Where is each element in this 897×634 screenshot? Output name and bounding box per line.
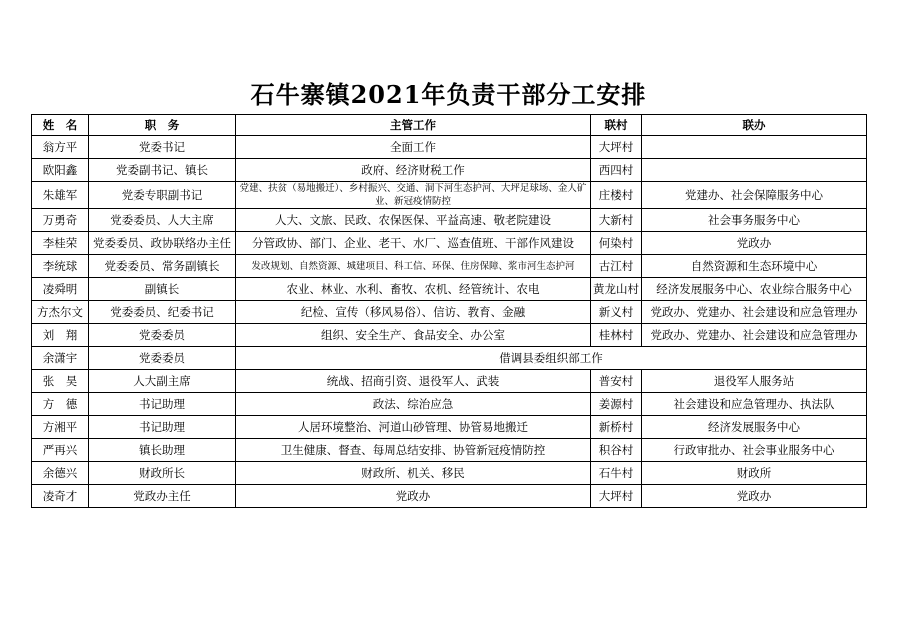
- cell-village: 姜源村: [591, 393, 642, 416]
- cell-name: 方杰尔文: [32, 301, 89, 324]
- cell-duties: 卫生健康、督查、每周总结安排、协管新冠疫情防控: [236, 439, 591, 462]
- cell-office: 党政办: [642, 232, 867, 255]
- cell-position: 党委委员、人大主席: [89, 209, 236, 232]
- cell-office: 财政所: [642, 462, 867, 485]
- cell-village: 庄楼村: [591, 182, 642, 209]
- table-row: [32, 462, 867, 485]
- cell-name: 李统球: [32, 255, 89, 278]
- cell-position: 党委委员: [89, 347, 236, 370]
- cell-office: 社会事务服务中心: [642, 209, 867, 232]
- cell-position: 副镇长: [89, 278, 236, 301]
- cell-office: [642, 159, 867, 182]
- cell-office: 自然资源和生态环境中心: [642, 255, 867, 278]
- table-row: [32, 278, 867, 301]
- cell-duties: 党政办: [236, 485, 591, 508]
- table-row: [32, 209, 867, 232]
- table-row: [32, 485, 867, 508]
- cell-village: 黄龙山村: [591, 278, 642, 301]
- cell-village: 何染村: [591, 232, 642, 255]
- header-office: 联办: [642, 115, 867, 136]
- cell-name: 方 德: [32, 393, 89, 416]
- cell-office: 经济发展服务中心、农业综合服务中心: [642, 278, 867, 301]
- cell-position: 党委委员、纪委书记: [89, 301, 236, 324]
- duty-table: [31, 114, 867, 508]
- table-row: [32, 159, 867, 182]
- cell-duties: 人大、文旅、民政、农保医保、平益高速、敬老院建设: [236, 209, 591, 232]
- cell-position: 党委副书记、镇长: [89, 159, 236, 182]
- cell-name: 方湘平: [32, 416, 89, 439]
- cell-name: 翁方平: [32, 136, 89, 159]
- cell-name: 朱雄军: [32, 182, 89, 209]
- cell-position: 财政所长: [89, 462, 236, 485]
- cell-position: 党委委员、政协联络办主任: [89, 232, 236, 255]
- cell-office: 党政办、党建办、社会建设和应急管理办: [642, 324, 867, 347]
- cell-village: 石牛村: [591, 462, 642, 485]
- cell-name: 欧阳鑫: [32, 159, 89, 182]
- cell-duties: 党建、扶贫（易地搬迁）、乡村振兴、交通、洞下河生态护河、大坪足球场、金人矿业、新冠疫情防控: [236, 182, 591, 209]
- cell-duties: 分管政协、部门、企业、老干、水厂、巡查值班、干部作风建设: [236, 232, 591, 255]
- cell-office: 党政办: [642, 485, 867, 508]
- cell-position: 党委委员: [89, 324, 236, 347]
- table-row: [32, 324, 867, 347]
- cell-duties: 组织、安全生产、食品安全、办公室: [236, 324, 591, 347]
- cell-name: 万勇奇: [32, 209, 89, 232]
- cell-name: 张 昊: [32, 370, 89, 393]
- cell-office: 社会建设和应急管理办、执法队: [642, 393, 867, 416]
- cell-village: 积谷村: [591, 439, 642, 462]
- cell-village: 西四村: [591, 159, 642, 182]
- cell-duties: 统战、招商引资、退役军人、武装: [236, 370, 591, 393]
- cell-office: 行政审批办、社会事业服务中心: [642, 439, 867, 462]
- cell-office: 退役军人服务站: [642, 370, 867, 393]
- cell-office: 党建办、社会保障服务中心: [642, 182, 867, 209]
- cell-name: 严再兴: [32, 439, 89, 462]
- cell-village: 大新村: [591, 209, 642, 232]
- cell-name: 余德兴: [32, 462, 89, 485]
- cell-position: 党委专职副书记: [89, 182, 236, 209]
- cell-position: 人大副主席: [89, 370, 236, 393]
- table-row: [32, 182, 867, 209]
- table-header-row: [32, 115, 867, 136]
- cell-office: [642, 136, 867, 159]
- cell-duties: 政法、综治应急: [236, 393, 591, 416]
- cell-name: 凌奇才: [32, 485, 89, 508]
- cell-duties: 纪检、宣传（移风易俗）、信访、教育、金融: [236, 301, 591, 324]
- table-row: [32, 301, 867, 324]
- cell-village: 古江村: [591, 255, 642, 278]
- cell-village: 普安村: [591, 370, 642, 393]
- cell-position: 党政办主任: [89, 485, 236, 508]
- table-row: [32, 393, 867, 416]
- cell-position: 书记助理: [89, 416, 236, 439]
- cell-position: 镇长助理: [89, 439, 236, 462]
- cell-duties: 发改规划、自然资源、城建项目、科工信、环保、住房保障、浆市河生态护河: [236, 255, 591, 278]
- header-name: 姓 名: [32, 115, 89, 136]
- cell-office: 经济发展服务中心: [642, 416, 867, 439]
- table-row: [32, 255, 867, 278]
- cell-name: 刘 翔: [32, 324, 89, 347]
- cell-duties: 全面工作: [236, 136, 591, 159]
- table-row: [32, 347, 867, 370]
- table-row: [32, 439, 867, 462]
- cell-village: 大坪村: [591, 136, 642, 159]
- cell-duties: 政府、经济财税工作: [236, 159, 591, 182]
- cell-village: 新桥村: [591, 416, 642, 439]
- cell-name: 李桂荣: [32, 232, 89, 255]
- cell-position: 书记助理: [89, 393, 236, 416]
- cell-duties: 农业、林业、水利、畜牧、农机、经管统计、农电: [236, 278, 591, 301]
- header-duties: 主管工作: [236, 115, 591, 136]
- table-row: [32, 136, 867, 159]
- header-position: 职 务: [89, 115, 236, 136]
- cell-position: 党委书记: [89, 136, 236, 159]
- cell-village: 新义村: [591, 301, 642, 324]
- cell-duties: 财政所、机关、移民: [236, 462, 591, 485]
- cell-name: 余潇宇: [32, 347, 89, 370]
- table-row: [32, 232, 867, 255]
- cell-merged-note: 借调县委组织部工作: [236, 347, 867, 370]
- cell-duties: 人居环境整治、河道山砂管理、协管易地搬迁: [236, 416, 591, 439]
- page-title: 石牛寨镇2021年负责干部分工安排: [250, 80, 647, 109]
- table-row: [32, 370, 867, 393]
- cell-position: 党委委员、常务副镇长: [89, 255, 236, 278]
- cell-name: 凌舜明: [32, 278, 89, 301]
- header-village: 联村: [591, 115, 642, 136]
- cell-office: 党政办、党建办、社会建设和应急管理办: [642, 301, 867, 324]
- cell-village: 桂林村: [591, 324, 642, 347]
- table-row: [32, 416, 867, 439]
- cell-village: 大坪村: [591, 485, 642, 508]
